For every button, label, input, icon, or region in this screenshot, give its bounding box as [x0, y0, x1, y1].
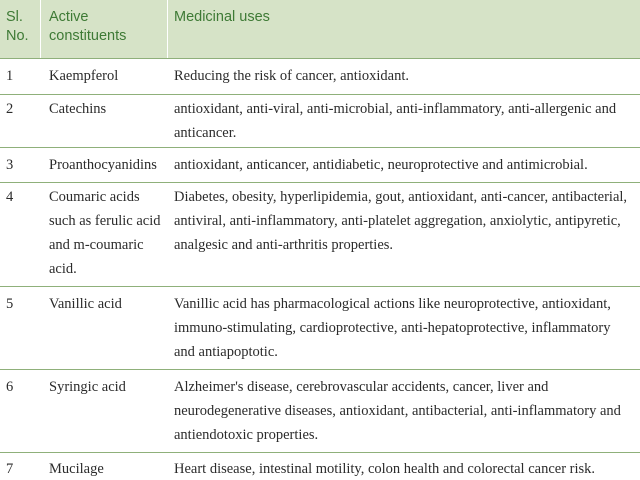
row-3-constituent: Proanthocyanidins	[49, 157, 157, 173]
row-1-uses: Reducing the risk of cancer, antioxidant.	[174, 68, 409, 84]
row-divider	[0, 147, 640, 148]
row-7-sl: 7	[6, 461, 14, 477]
row-5-constituent: Vanillic acid	[49, 296, 122, 312]
row-divider	[0, 286, 640, 287]
row-divider	[0, 369, 640, 370]
header-active-constituents: Active constituents	[49, 9, 127, 44]
row-4-sl: 4	[6, 189, 14, 205]
column-divider	[167, 0, 168, 480]
row-5-uses: Vanillic acid has pharmacological actions like neuroprotective, antioxidant, immuno-stimulating, cardioprotective, anti-hepatoprotective, inflammatory and antiapoptotic.	[174, 296, 611, 360]
row-6-constituent: Syringic acid	[49, 379, 126, 395]
row-2-sl: 2	[6, 101, 14, 117]
header-sl-no: Sl. No.	[6, 9, 29, 44]
row-6-sl: 6	[6, 379, 14, 395]
row-7-constituent: Mucilage	[49, 461, 104, 477]
row-divider	[0, 58, 640, 59]
header-medicinal-uses: Medicinal uses	[174, 9, 270, 25]
row-divider	[0, 182, 640, 183]
row-divider	[0, 94, 640, 95]
row-divider	[0, 452, 640, 453]
column-divider	[40, 0, 41, 480]
row-7-uses: Heart disease, intestinal motility, colon health and colorectal cancer risk.	[174, 461, 596, 477]
row-6-uses: Alzheimer's disease, cerebrovascular accidents, cancer, liver and neurodegenerative diseases, antioxidant, antibacterial, anti-inflammatory and antiendotoxic properties.	[174, 379, 621, 443]
row-2-constituent: Catechins	[49, 101, 107, 117]
row-3-uses: antioxidant, anticancer, antidiabetic, neuroprotective and antimicrobial.	[174, 157, 588, 173]
row-1-constituent: Kaempferol	[49, 68, 119, 84]
row-4-uses: Diabetes, obesity, hyperlipidemia, gout, antioxidant, anti-cancer, antibacterial, antiviral, anti-inflammatory, anti-platelet aggregation, anxiolytic, antipyretic, analgesic and anti-arthritis properties.	[174, 189, 628, 253]
row-3-sl: 3	[6, 157, 14, 173]
row-4-constituent: Coumaric acids such as ferulic acid and m-coumaric acid.	[49, 189, 161, 277]
row-2-uses: antioxidant, anti-viral, anti-microbial, anti-inflammatory, anti-allergenic and anticancer.	[174, 101, 617, 141]
row-1-sl: 1	[6, 68, 14, 84]
row-5-sl: 5	[6, 296, 14, 312]
